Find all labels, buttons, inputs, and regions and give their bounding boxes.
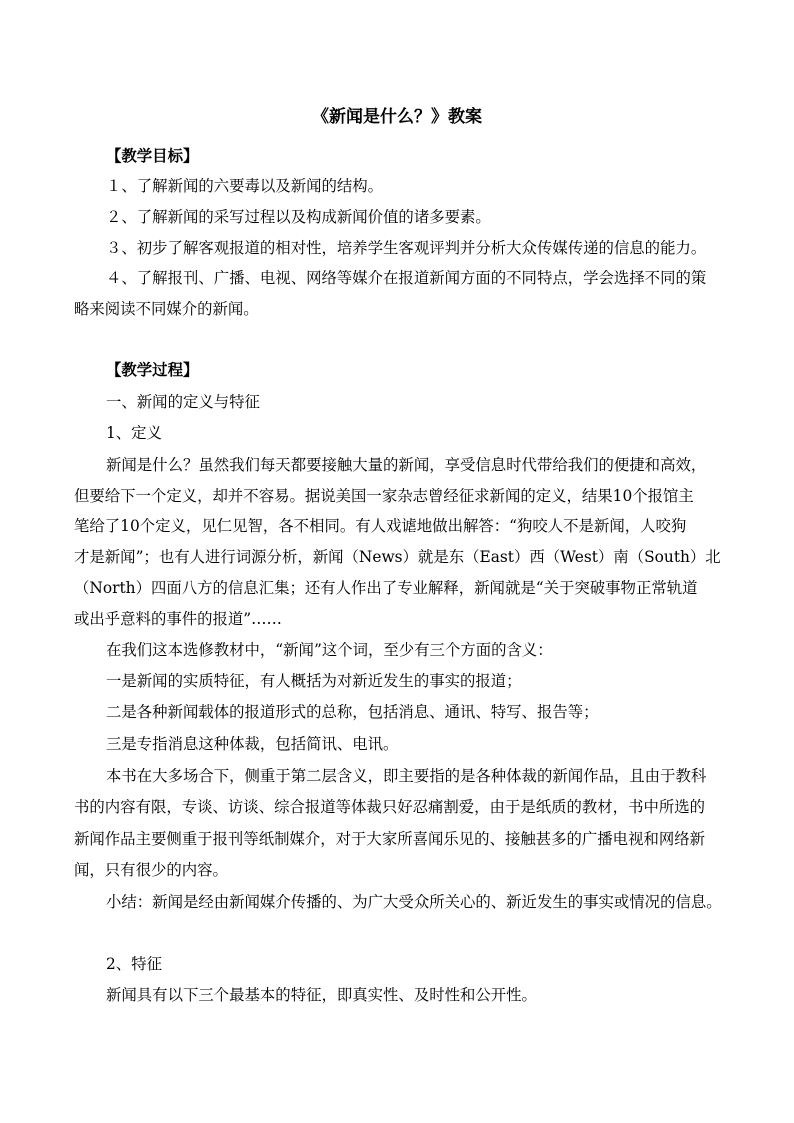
process-line-3: 新闻是什么？虽然我们每天都要接触大量的新闻，享受信息时代带给我们的便捷和高效， [106, 456, 707, 474]
process-line-10: 一是新闻的实质特征，有人概括为对新近发生的事实的报道； [106, 672, 522, 690]
process-line-14: 书的内容有限，专谈、访谈、综合报道等体裁只好忍痛割爱，由于是纸质的教材，书中所选的 [74, 798, 706, 816]
process-line-12: 三是专指消息这种体裁，包括简讯、电讯。 [106, 735, 399, 753]
process-line-16: 闻，只有很少的内容。 [74, 861, 228, 879]
process-line-6: 才是新闻”；也有人进行词源分析，新闻（News）就是东（East）西（West）南（South）北 [74, 548, 721, 566]
goal-item-1: １、了解新闻的六要毒以及新闻的结构。 [106, 177, 384, 195]
process-line-8: 或出乎意料的事件的报道”…… [74, 610, 282, 628]
process-line-17: 小结：新闻是经由新闻媒介传播的、为广大受众所关心的、新近发生的事实或情况的信息。 [106, 893, 722, 911]
goal-item-4-continued: 略来阅读不同媒介的新闻。 [74, 300, 259, 318]
process-line-5: 笔给了10个定义，见仁见智，各不相同。有人戏谑地做出解答：“狗咬人不是新闻，人咬狗 [74, 517, 687, 535]
process-line-13: 本书在大多场合下，侧重于第二层含义，即主要指的是各种体裁的新闻作品，且由于教科 [106, 767, 707, 785]
process-line-18: 2、特征 [106, 955, 162, 973]
process-line-2: 1、定义 [106, 424, 162, 442]
process-line-11: 二是各种新闻载体的报道形式的总称，包括消息、通讯、特写、报告等； [106, 703, 599, 721]
goals-heading: 【教学目标】 [106, 147, 199, 165]
process-line-9: 在我们这本选修教材中，“新闻”这个词，至少有三个方面的含义： [106, 641, 553, 659]
goal-item-3: ３、初步了解客观报道的相对性，培养学生客观评判并分析大众传媒传递的信息的能力。 [106, 239, 707, 257]
process-line-7: （North）四面八方的信息汇集；还有人作出了专业解释，新闻就是“关于突破事物正常轨道 [74, 579, 698, 597]
process-heading: 【教学过程】 [106, 361, 199, 379]
document-title: 《新闻是什么？》教案 [312, 107, 482, 127]
process-line-19: 新闻具有以下三个最基本的特征，即真实性、及时性和公开性。 [106, 986, 537, 1004]
process-line-15: 新闻作品主要侧重于报刊等纸制媒介，对于大家所喜闻乐见的、接触甚多的广播电视和网络新 [74, 830, 706, 848]
process-line-1: 一、新闻的定义与特征 [106, 393, 260, 411]
goal-item-2: ２、了解新闻的采写过程以及构成新闻价值的诸多要素。 [106, 208, 491, 226]
goal-item-4: ４、了解报刊、广播、电视、网络等媒介在报道新闻方面的不同特点，学会选择不同的策 [106, 269, 707, 287]
process-line-4: 但要给下一个定义，却并不容易。据说美国一家杂志曾经征求新闻的定义，结果10个报馆主 [74, 487, 694, 505]
